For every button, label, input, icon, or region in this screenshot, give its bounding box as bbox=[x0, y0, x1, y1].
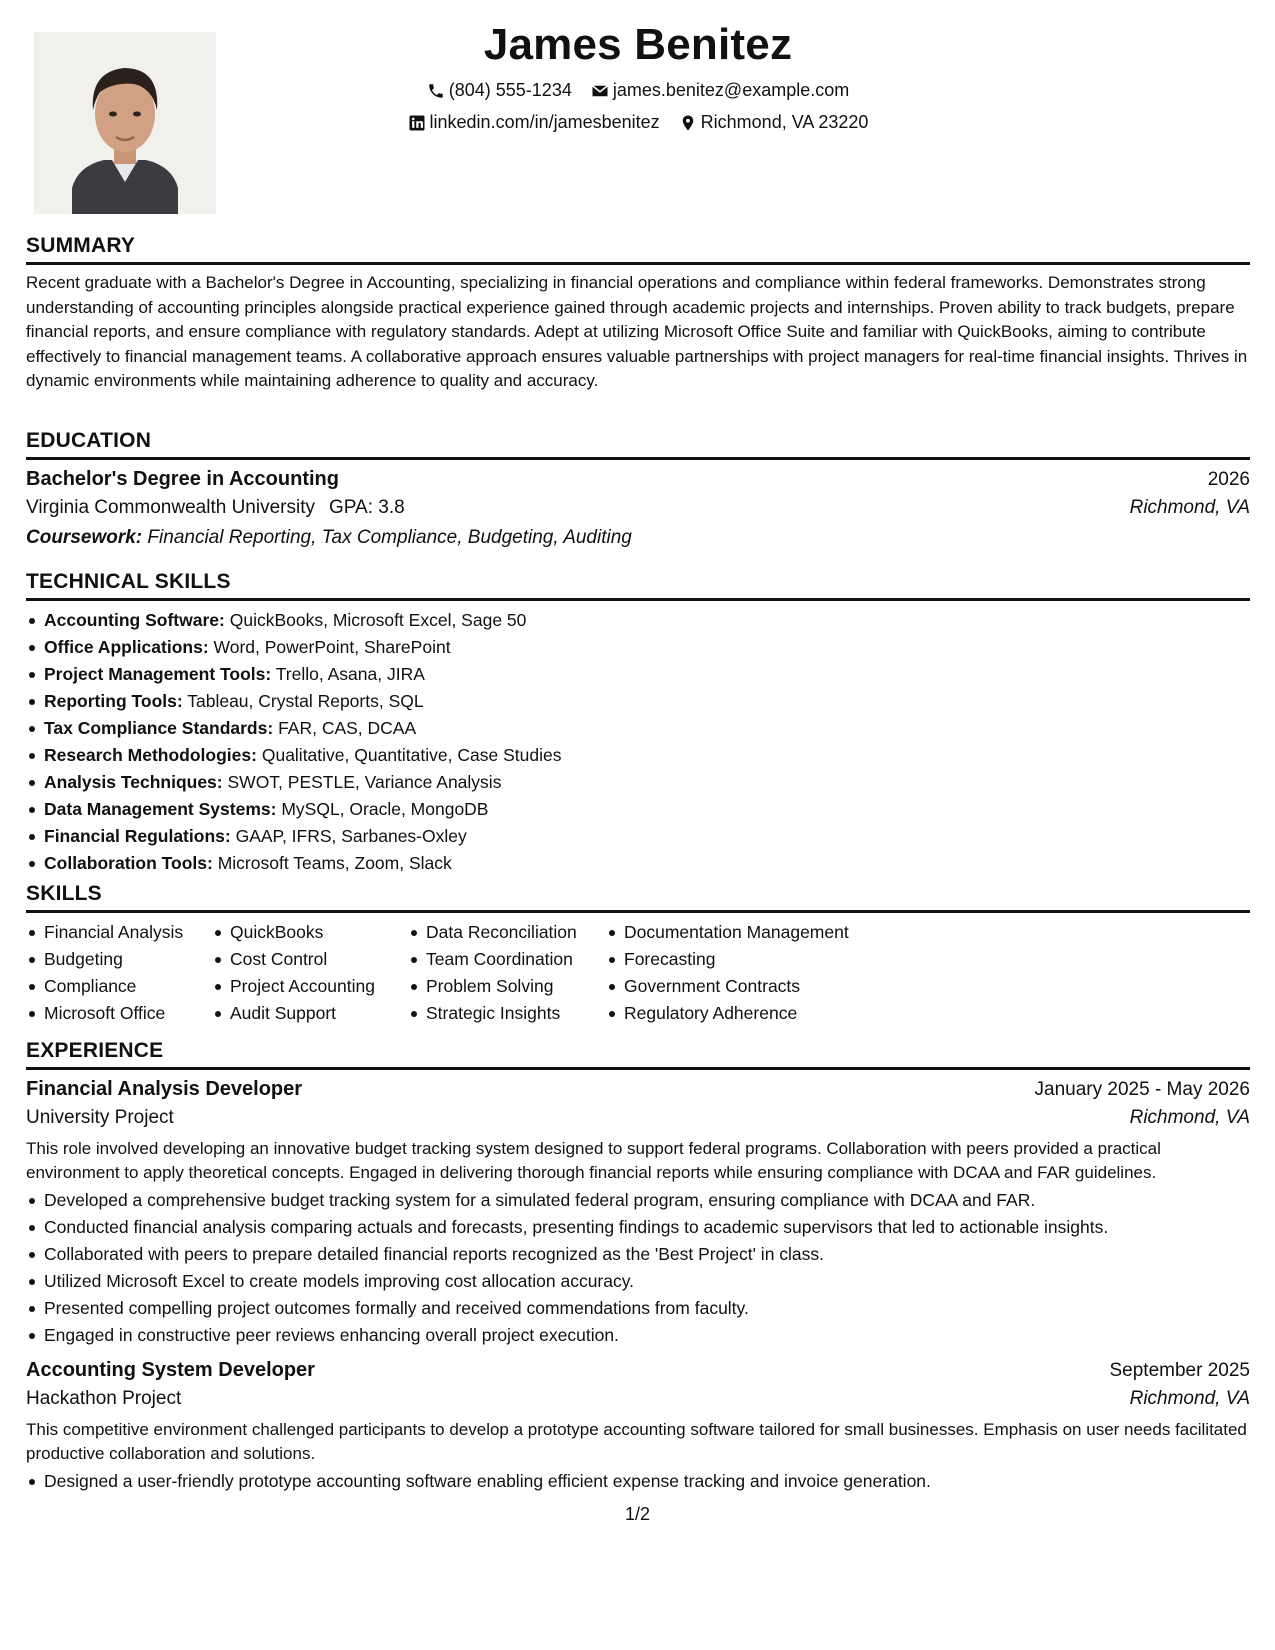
page-number: 1/2 bbox=[624, 1504, 651, 1524]
contact-linkedin[interactable] bbox=[408, 112, 660, 133]
skills-column bbox=[606, 919, 906, 1027]
list-item: Reporting Tools: Tableau, Crystal Reports, SQL bbox=[26, 688, 1250, 715]
job-title: Accounting System Developer bbox=[26, 1359, 315, 1381]
candidate-name: James Benitez bbox=[483, 20, 793, 69]
list-item: Tax Compliance Standards: FAR, CAS, DCAA bbox=[26, 715, 1250, 742]
section-title: SKILLS bbox=[26, 882, 1250, 913]
job-bullets bbox=[26, 1187, 1250, 1349]
list-item: Conducted financial analysis comparing actuals and forecasts, presenting findings to academic supervisors that led to actionable insights. bbox=[26, 1214, 1250, 1241]
job-org: University Project bbox=[26, 1107, 174, 1128]
contact-row-secondary bbox=[26, 112, 1250, 137]
list-item: QuickBooks bbox=[212, 919, 408, 946]
experience-entry bbox=[26, 1359, 1250, 1495]
linkedin-text: linkedin.com/in/jamesbenitez bbox=[429, 112, 660, 132]
list-item: Documentation Management bbox=[606, 919, 906, 946]
list-item: Budgeting bbox=[26, 946, 212, 973]
list-item: Problem Solving bbox=[408, 973, 606, 1000]
summary-text: Recent graduate with a Bachelor's Degree in Accounting, specializing in financial operations and compliance within federal frameworks. Demonstrates strong understanding of accounting principles alongside practical experience gained through academic projects and internships. Proven ability to track budgets, prepare financial reports, and ensure compliance with regulatory standards. Adept at utilizing Microsoft Office Suite and familiar with QuickBooks, aiming to contribute effectively to financial management teams. A collaborative approach ensures valuable partnerships with project managers for real-time financial insights. Thrives in dynamic environments while maintaining adherence to quality and accuracy. bbox=[26, 273, 1248, 390]
list-item: Audit Support bbox=[212, 1000, 408, 1027]
experience-entry-sub bbox=[26, 1107, 1250, 1129]
gpa: GPA: 3.8 bbox=[328, 497, 405, 518]
school-location: Richmond, VA bbox=[1129, 497, 1250, 518]
skills-section bbox=[26, 882, 1250, 1027]
list-item: Data Management Systems: MySQL, Oracle, MongoDB bbox=[26, 796, 1250, 823]
list-item: Data Reconciliation bbox=[408, 919, 606, 946]
job-location: Richmond, VA bbox=[1129, 1107, 1250, 1128]
contact-row-primary bbox=[26, 80, 1250, 105]
skills-column bbox=[26, 919, 212, 1027]
list-item: Microsoft Office bbox=[26, 1000, 212, 1027]
skills-column bbox=[408, 919, 606, 1027]
email-text: james.benitez@example.com bbox=[612, 80, 850, 100]
list-item: Cost Control bbox=[212, 946, 408, 973]
list-item: Financial Analysis bbox=[26, 919, 212, 946]
skills-grid bbox=[26, 919, 1250, 1027]
degree-title: Bachelor's Degree in Accounting bbox=[26, 468, 339, 490]
experience-entry-head bbox=[26, 1359, 1250, 1382]
education-entry-sub bbox=[26, 497, 1250, 519]
job-title: Financial Analysis Developer bbox=[26, 1078, 303, 1100]
education-section bbox=[26, 429, 1250, 549]
list-item: Designed a user-friendly prototype accounting software enabling efficient expense tracking and invoice generation. bbox=[26, 1468, 1250, 1495]
list-item: Accounting Software: QuickBooks, Microsoft Excel, Sage 50 bbox=[26, 607, 1250, 634]
section-title: EDUCATION bbox=[26, 429, 1250, 460]
coursework-label: Coursework: bbox=[26, 527, 143, 548]
job-dates: January 2025 - May 2026 bbox=[1034, 1079, 1250, 1100]
list-item: Utilized Microsoft Excel to create models improving cost allocation accuracy. bbox=[26, 1268, 1250, 1295]
list-item: Research Methodologies: Qualitative, Quantitative, Case Studies bbox=[26, 742, 1250, 769]
job-dates: September 2025 bbox=[1109, 1360, 1250, 1381]
list-item: Strategic Insights bbox=[408, 1000, 606, 1027]
linkedin-icon bbox=[408, 114, 426, 132]
job-org: Hackathon Project bbox=[26, 1388, 182, 1409]
list-item: Collaborated with peers to prepare detailed financial reports recognized as the 'Best Project' in class. bbox=[26, 1241, 1250, 1268]
contact-phone[interactable] bbox=[427, 80, 572, 101]
list-item: Regulatory Adherence bbox=[606, 1000, 906, 1027]
skills-column bbox=[212, 919, 408, 1027]
experience-entry-sub bbox=[26, 1388, 1250, 1410]
envelope-icon bbox=[591, 82, 609, 100]
summary-section bbox=[26, 234, 1250, 394]
experience-section bbox=[26, 1039, 1250, 1495]
list-item: Project Management Tools: Trello, Asana, JIRA bbox=[26, 661, 1250, 688]
technical-skills-section bbox=[26, 570, 1250, 877]
section-title: SUMMARY bbox=[26, 234, 1250, 265]
list-item: Office Applications: Word, PowerPoint, SharePoint bbox=[26, 634, 1250, 661]
job-description: This competitive environment challenged participants to develop a prototype accounting software tailored for small businesses. Emphasis on user needs facilitated productive collaboration and solutions. bbox=[26, 1420, 1247, 1463]
list-item: Analysis Techniques: SWOT, PESTLE, Variance Analysis bbox=[26, 769, 1250, 796]
section-title: TECHNICAL SKILLS bbox=[26, 570, 1250, 601]
job-bullets bbox=[26, 1468, 1250, 1495]
job-location: Richmond, VA bbox=[1129, 1388, 1250, 1409]
experience-entry bbox=[26, 1078, 1250, 1349]
school-name: Virginia Commonwealth University bbox=[26, 497, 315, 518]
graduation-year: 2026 bbox=[1207, 469, 1250, 490]
list-item: Forecasting bbox=[606, 946, 906, 973]
section-title: EXPERIENCE bbox=[26, 1039, 1250, 1070]
contact-location bbox=[679, 112, 869, 133]
phone-icon bbox=[427, 82, 445, 100]
list-item: Project Accounting bbox=[212, 973, 408, 1000]
list-item: Developed a comprehensive budget tracking system for a simulated federal program, ensuring compliance with DCAA and FAR. bbox=[26, 1187, 1250, 1214]
list-item: Government Contracts bbox=[606, 973, 906, 1000]
map-pin-icon bbox=[679, 114, 697, 132]
list-item: Team Coordination bbox=[408, 946, 606, 973]
coursework-list: Financial Reporting, Tax Compliance, Budgeting, Auditing bbox=[147, 527, 632, 548]
contact-email[interactable] bbox=[591, 80, 849, 101]
education-entry-head bbox=[26, 468, 1250, 491]
list-item: Financial Regulations: GAAP, IFRS, Sarbanes-Oxley bbox=[26, 823, 1250, 850]
location-text: Richmond, VA 23220 bbox=[700, 112, 869, 132]
experience-entry-head bbox=[26, 1078, 1250, 1101]
phone-text: (804) 555-1234 bbox=[448, 80, 572, 100]
coursework bbox=[26, 527, 1250, 549]
technical-skills-list bbox=[26, 607, 1250, 877]
list-item: Presented compelling project outcomes formally and received commendations from faculty. bbox=[26, 1295, 1250, 1322]
job-description: This role involved developing an innovative budget tracking system designed to support federal programs. Collaboration with peers provided a practical environment to apply theoretical concepts. Engaged in delivering thorough financial reports while ensuring compliance with DCAA and FAR guidelines. bbox=[26, 1139, 1161, 1182]
list-item: Compliance bbox=[26, 973, 212, 1000]
list-item: Engaged in constructive peer reviews enhancing overall project execution. bbox=[26, 1322, 1250, 1349]
list-item: Collaboration Tools: Microsoft Teams, Zoom, Slack bbox=[26, 850, 1250, 877]
